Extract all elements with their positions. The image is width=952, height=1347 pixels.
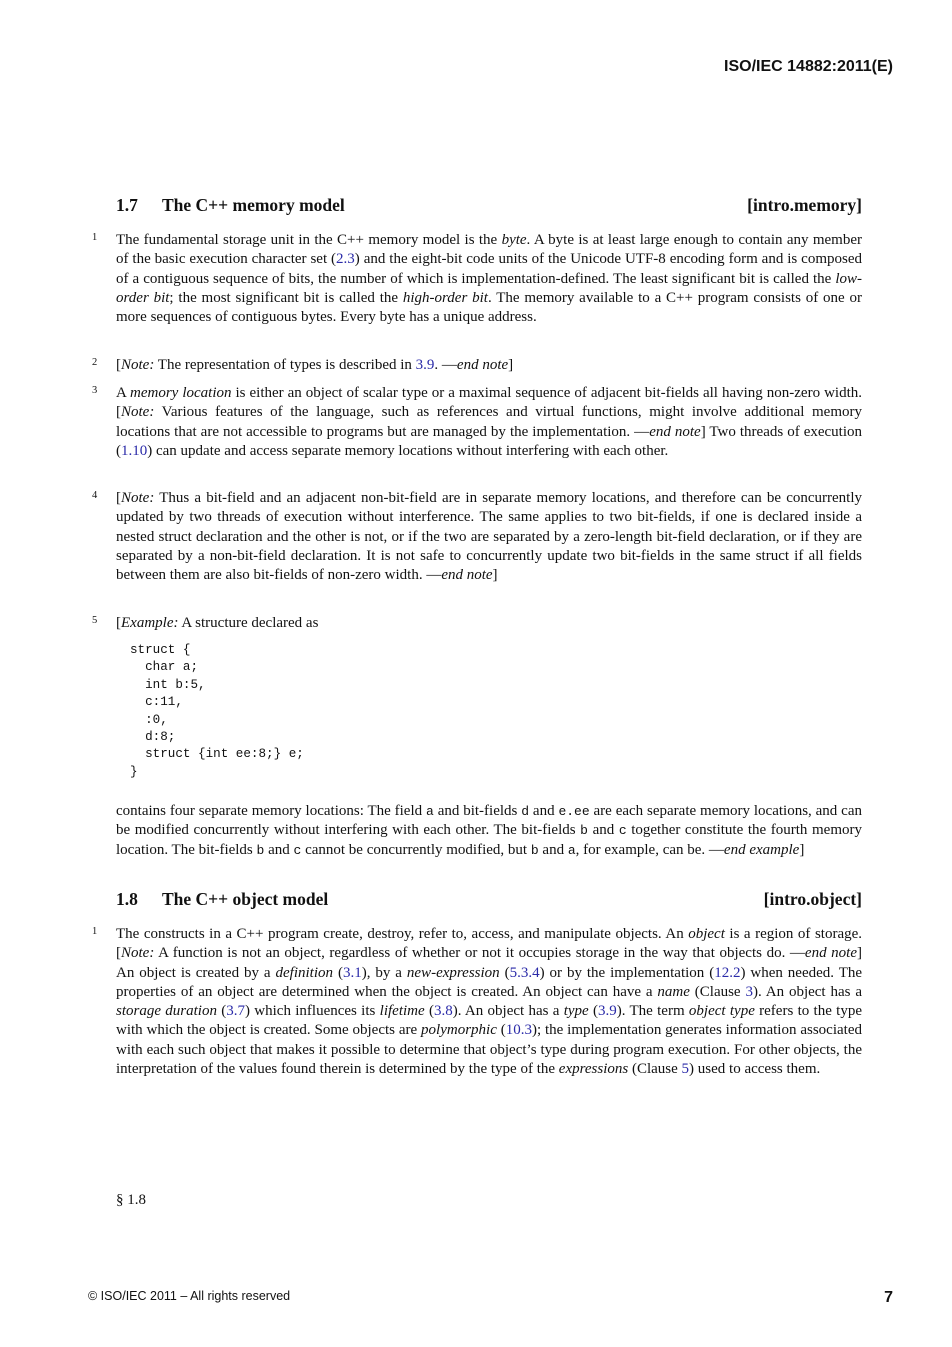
text: ). An object has a bbox=[452, 1003, 564, 1020]
text: [ bbox=[116, 615, 121, 631]
text: is a region of storage. [ bbox=[116, 926, 863, 962]
term: lifetime bbox=[379, 1003, 425, 1020]
note-label: Note: bbox=[121, 404, 155, 421]
page-number: 7 bbox=[884, 1289, 893, 1306]
text: ) or by the implementation ( bbox=[539, 964, 715, 981]
text: and bit-fields bbox=[433, 803, 522, 819]
paragraph-number: 4 bbox=[92, 490, 98, 501]
cross-reference-link[interactable]: 5.3.4 bbox=[509, 964, 540, 981]
paragraph-1-7-5-body bbox=[116, 802, 862, 860]
section-title: The C++ memory model bbox=[162, 195, 345, 215]
cross-reference-link[interactable]: 3.1 bbox=[342, 964, 362, 981]
text: ] An object is created by a bbox=[116, 945, 863, 981]
text: cannot be concurrently modified, but bbox=[301, 841, 531, 858]
text: ] Two threads of execution ( bbox=[116, 423, 863, 459]
paragraph-1-7-4 bbox=[116, 489, 862, 585]
term: new-expression bbox=[406, 964, 500, 981]
text: [ bbox=[116, 490, 121, 506]
note-label: Note: bbox=[121, 945, 155, 962]
term: low-order bit bbox=[116, 270, 862, 306]
code-term: a bbox=[426, 804, 434, 819]
cross-reference-link[interactable]: 1.10 bbox=[121, 442, 148, 459]
code-term: d bbox=[521, 804, 530, 819]
section-heading-1-8 bbox=[116, 889, 862, 910]
text: is either an object of scalar type or a maximal sequence of adjacent bit-fields all having non-zero width. [ bbox=[116, 385, 863, 421]
text: (Clause bbox=[628, 1061, 682, 1078]
text: ] bbox=[492, 567, 498, 584]
paragraph-number: 1 bbox=[92, 232, 98, 243]
text: ) used to access them. bbox=[689, 1061, 821, 1078]
text: (Clause bbox=[689, 983, 746, 1000]
code-term: b bbox=[256, 842, 265, 858]
example-label: Example: bbox=[121, 615, 179, 631]
text: Various features of the language, such as references and virtual functions, might involve additional memory locations that are not accessible to programs but are managed by the implementation. — bbox=[116, 404, 862, 440]
text: Thus a bit-field and an adjacent non-bit-field are in separate memory locations, and therefore can be concurrently updated by two threads of execution without interference. The same applies to two bit-fields, if one is declared inside a nested struct declaration and the other is not, or if the two are separated by a zero-length bit-field declaration, or if they are separated by a non-bit-field declaration. It is not safe to concurrently update two bit-fields in the same struct if all fields between them are also bit-fields of non-zero width. — bbox=[116, 490, 862, 584]
text: A structure declared as bbox=[178, 615, 319, 631]
text: are each separate memory locations, and can be modified concurrently without interfering with each other. The bit-fields bbox=[116, 803, 862, 839]
text: and bbox=[587, 822, 619, 839]
document-id: ISO/IEC 14882:2011(E) bbox=[724, 58, 893, 75]
term: byte bbox=[501, 232, 527, 248]
paragraph-1-7-5-intro bbox=[116, 614, 862, 633]
section-title: The C++ object model bbox=[162, 889, 329, 909]
text: and bbox=[538, 841, 568, 858]
text: ) which influences its bbox=[245, 1003, 380, 1020]
note-label: Note: bbox=[121, 357, 155, 373]
text: ); the implementation generates information associated with each such object that makes it possible to determine that object’s type during program execution. For other objects, the interpretation of the values found therein is determined by the type of the bbox=[116, 1022, 862, 1078]
text: contains four separate memory locations: The field bbox=[116, 803, 427, 819]
text: ( bbox=[496, 1022, 506, 1039]
term: object bbox=[688, 926, 725, 942]
note-end: end note bbox=[456, 357, 509, 373]
cross-reference-link[interactable]: 3.9 bbox=[415, 357, 435, 373]
text: ). The term bbox=[616, 1003, 689, 1020]
note-end: end note bbox=[804, 945, 858, 962]
cross-reference-link[interactable]: 3 bbox=[745, 983, 753, 1000]
text: ) when needed. The properties of an object are determined when the object is created. An object can have a bbox=[116, 964, 863, 1000]
code-term: b bbox=[580, 823, 588, 839]
text: The constructs in a C++ program create, destroy, refer to, access, and manipulate objects. An bbox=[116, 926, 689, 942]
text: ), by a bbox=[361, 964, 407, 981]
text: ( bbox=[216, 1003, 227, 1020]
term: memory location bbox=[130, 385, 232, 401]
term: definition bbox=[275, 964, 334, 981]
text: ( bbox=[424, 1003, 434, 1020]
code-term: a bbox=[567, 842, 576, 858]
text: A bbox=[116, 385, 131, 401]
example-end: end example bbox=[723, 841, 800, 858]
note-end: end note bbox=[441, 567, 493, 584]
note-label: Note: bbox=[121, 490, 155, 506]
text: . The memory available to a C++ program consists of one or more sequences of contiguous bytes. Every byte has a unique address. bbox=[116, 289, 862, 326]
text: ] bbox=[799, 841, 805, 858]
term: expressions bbox=[558, 1061, 629, 1078]
section-tag: [intro.object] bbox=[763, 889, 862, 909]
term: type bbox=[563, 1003, 589, 1020]
cross-reference-link[interactable]: 5 bbox=[681, 1061, 690, 1078]
text: ) and the eight-bit code units of the Unicode UTF-8 encoding form and is composed of a contiguous sequence of bits, the number of which is implementation-defined. The least significant bit is called the bbox=[116, 251, 862, 287]
copyright-notice: © ISO/IEC 2011 – All rights reserved bbox=[88, 1289, 291, 1303]
cross-reference-link[interactable]: 2.3 bbox=[336, 251, 355, 268]
section-number: 1.8 bbox=[116, 889, 138, 909]
text: The fundamental storage unit in the C++ memory model is the bbox=[116, 232, 502, 248]
code-term: c bbox=[618, 823, 627, 839]
paragraph-number: 5 bbox=[92, 615, 98, 626]
section-tag: [intro.memory] bbox=[747, 195, 862, 215]
code-example: struct { char a; int b:5, c:11, :0, d:8; struct {int ee:8;} e; } bbox=[130, 643, 304, 779]
text: [ bbox=[116, 357, 121, 373]
cross-reference-link[interactable]: 3.8 bbox=[433, 1003, 453, 1020]
cross-reference-link[interactable]: 12.2 bbox=[714, 964, 741, 981]
text: The representation of types is described in bbox=[154, 357, 416, 373]
text: ( bbox=[333, 964, 343, 981]
text: . — bbox=[434, 357, 457, 373]
term: storage duration bbox=[116, 1003, 217, 1020]
term: name bbox=[657, 983, 690, 1000]
text: ( bbox=[499, 964, 510, 981]
code-term: c bbox=[293, 842, 302, 858]
text: ; the most significant bit is called the bbox=[169, 289, 403, 306]
cross-reference-link[interactable]: 10.3 bbox=[505, 1022, 532, 1039]
cross-reference-link[interactable]: 3.9 bbox=[598, 1003, 617, 1020]
section-heading-1-7 bbox=[116, 195, 862, 216]
paragraph-1-8-1 bbox=[116, 925, 862, 1079]
code-term: e.ee bbox=[558, 804, 590, 819]
text: ). An object has a bbox=[752, 983, 862, 1000]
term: high-order bit bbox=[402, 289, 488, 306]
text: refers to the type with which the object is created. Some objects are bbox=[116, 1003, 862, 1039]
paragraph-number: 3 bbox=[92, 385, 98, 396]
section-marker: § 1.8 bbox=[116, 1192, 146, 1208]
paragraph-1-7-3 bbox=[116, 384, 862, 461]
text: A function is not an object, regardless of whether or not it occupies storage in the way that objects do. — bbox=[154, 945, 805, 962]
cross-reference-link[interactable]: 3.7 bbox=[226, 1003, 246, 1020]
text: and bbox=[264, 841, 294, 858]
note-end: end note bbox=[649, 423, 701, 440]
text: ( bbox=[588, 1003, 598, 1020]
text: . A byte is at least large enough to contain any member of the basic execution character set ( bbox=[116, 232, 862, 268]
term: object type bbox=[688, 1003, 755, 1020]
text: ) can update and access separate memory locations without interfering with each other. bbox=[147, 442, 669, 459]
paragraph-1-7-1 bbox=[116, 231, 862, 327]
section-number: 1.7 bbox=[116, 195, 138, 215]
term: polymorphic bbox=[421, 1022, 497, 1039]
paragraph-number: 2 bbox=[92, 357, 98, 368]
text: together constitute the fourth memory location. The bit-fields bbox=[116, 822, 862, 858]
text: , for example, can be. — bbox=[575, 841, 724, 858]
paragraph-number: 1 bbox=[92, 926, 98, 937]
text: ] bbox=[508, 357, 514, 373]
code-term: b bbox=[530, 842, 539, 858]
paragraph-1-7-2 bbox=[116, 356, 862, 375]
text: and bbox=[529, 803, 559, 819]
